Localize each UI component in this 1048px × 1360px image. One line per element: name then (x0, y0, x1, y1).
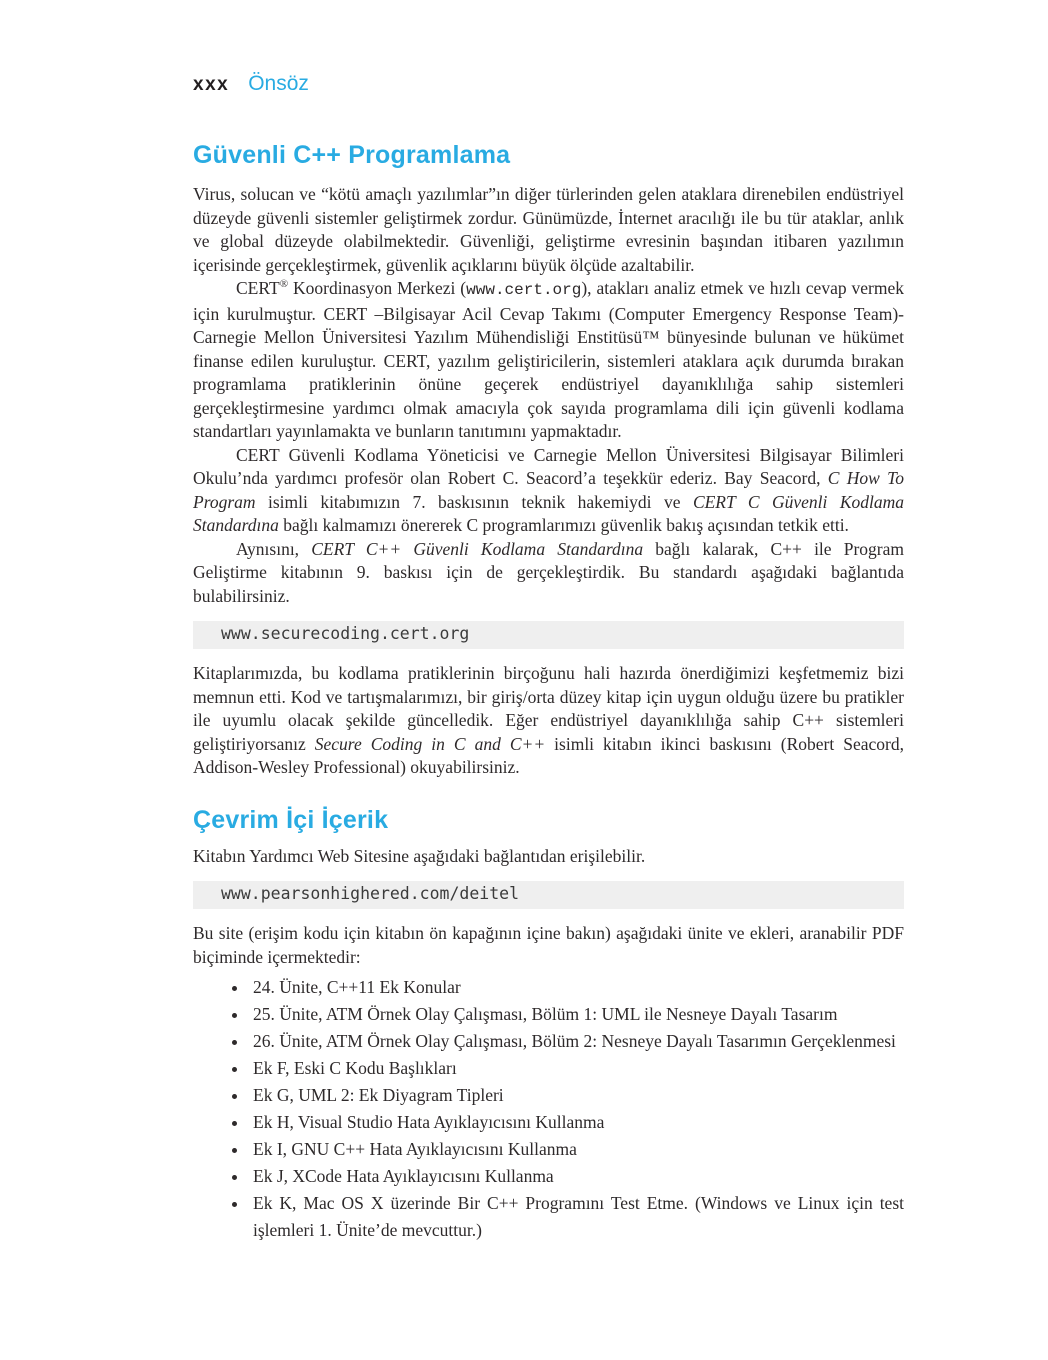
list-item: • Ek I, GNU C++ Hata Ayıklayıcısını Kullanma (249, 1136, 904, 1163)
list-item: • Ek J, XCode Hata Ayıklayıcısını Kullanma (249, 1163, 904, 1190)
text-segment: Koordinasyon Merkezi ( (288, 278, 467, 298)
list-item: • Ek H, Visual Studio Hata Ayıklayıcısını Kullanma (249, 1109, 904, 1136)
text-segment-mono: www.cert.org (466, 281, 582, 299)
list-item: • Ek K, Mac OS X üzerinde Bir C++ Programını Test Etme. (Windows ve Linux için test işlemleri 1. Ünite’de mevcuttur.) (249, 1190, 904, 1244)
section-heading-secure-cpp: Güvenli C++ Programlama (193, 141, 511, 169)
code-block-securecoding-url (193, 621, 904, 649)
text-segment: bağlı kalmamızı önererek C programlarımızı güvenlik bakış açısından tetkik etti. (278, 515, 849, 535)
list-item: • 25. Ünite, ATM Örnek Olay Çalışması, Bölüm 1: UML ile Nesneye Dayalı Tasarım (249, 1001, 904, 1028)
text-segment-i: CERT C Güvenli Kodlama Standardına (193, 491, 904, 535)
list-item: • 24. Ünite, C++11 Ek Konular (249, 974, 904, 1001)
paragraph-website-access: Kitabın Yardımcı Web Sitesine aşağıdaki bağlantıdan erişilebilir. (193, 845, 646, 866)
page-number: xxx (193, 74, 230, 95)
securecoding-url-text: www.securecoding.cert.org (221, 624, 470, 643)
paragraph-cpp-standard (193, 538, 904, 609)
paragraph-cert-center (193, 277, 904, 444)
paragraph-site-contents: Bu site (erişim kodu için kitabın ön kapağının içine bakın) aşağıdaki ünite ve ekleri, aranabilir PDF biçiminde içermektedir: (193, 923, 904, 967)
text-segment: Kitaplarımızda, bu kodlama pratiklerinin birçoğunu hali hazırda önerdiğimizi keşfetmemiz bizi memnun etti. Kod ve tartışmalarımızı, bir giriş/orta düzey kitap için uygun olduğu üzere bu pratikler ile uyumlu olacak şekilde güncelledik. Eğer endüstriyel dayanıklılığa sahip C++ sistemleri geliştiriyorsanız (193, 663, 904, 754)
page-header (193, 72, 904, 96)
chapter-title: Önsöz (248, 72, 309, 95)
paragraph-practices-update (193, 662, 904, 780)
online-content-list (193, 974, 904, 1244)
text-segment: CERT (236, 278, 280, 298)
pearson-url-text: www.pearsonhighered.com/deitel (221, 884, 520, 903)
text-segment: isimli kitabımızın 7. baskısının teknik hakemiydi ve (255, 491, 693, 512)
list-item: • Ek G, UML 2: Ek Diyagram Tipleri (249, 1082, 904, 1109)
text-segment-i: Secure Coding in C and C++ (314, 733, 546, 754)
paragraph-seacord-thanks (193, 444, 904, 538)
paragraph-security-intro (193, 183, 904, 277)
text-segment-i: C How To Program (193, 468, 904, 512)
text-segment-sup: ® (279, 278, 289, 291)
text-segment: bağlı kalarak, C++ ile Program Geliştirme kitabının 9. baskısı için de gerçekleştirdik. Bu standardı aşağıdaki bağlantıda bulabilirsiniz. (193, 538, 904, 606)
list-item: • Ek F, Eski C Kodu Başlıkları (249, 1055, 904, 1082)
text-segment: ), atakları analiz etmek ve hızlı cevap vermek için kurulmuştur. CERT –Bilgisayar Acil Cevap Takımı (Computer Emergency Response Team)- Carnegie Mellon Üniversitesi Yazılım Mühendisliği Enstitüsü™ bünyesinde bulunan ve hükümet finanse edilen kuruluştur. CERT, yazılım geliştiricilerin, sistemleri ataklara açık durumda bırakan programlama pratiklerinin önüne geçerek endüstriyel dayanıklılığa sahip sistemleri gerçekleştirmesine yardımcı olmak amacıyla çok sayıda programlama dili için güvenli kodlama standartları yayınlamakta ve bunların tanıtımını yapmaktadır. (193, 278, 904, 441)
section-heading-online-content: Çevrim İçi İçerik (193, 805, 389, 834)
list-item: • 26. Ünite, ATM Örnek Olay Çalışması, Bölüm 2: Nesneye Dayalı Tasarımın Gerçeklenmesi (249, 1028, 904, 1055)
text-segment: isimli kitabın ikinci baskısını (Robert Seacord, Addison-Wesley Professional) okuyabilirsiniz. (193, 733, 904, 777)
text-segment-i: CERT C++ Güvenli Kodlama Standardına (311, 538, 644, 559)
text-segment: Aynısını, (236, 538, 312, 559)
text-segment: CERT Güvenli Kodlama Yöneticisi ve Carnegie Mellon Üniversitesi Bilgisayar Bilimleri Okulu’nda yardımcı profesör olan Robert C. Seacord’a teşekkür ederiz. Bay Seacord, (193, 444, 904, 488)
code-block-pearson-url (193, 881, 904, 909)
text-segment: Virus, solucan ve “kötü amaçlı yazılımlar”ın diğer türlerinden gelen ataklara direnebilen endüstriyel düzeyde güvenli sistemler geliştirmek zordur. Günümüzde, İnternet aracılığı ile bu tür ataklar, anlık ve global düzeyde olabilmektedir. Güvenliği, geliştirme evresinin başından itibaren yazılımın içerisinde gerçekleştirmek, güvenlik açıklarını büyük ölçüde azaltabilir. (193, 184, 904, 275)
